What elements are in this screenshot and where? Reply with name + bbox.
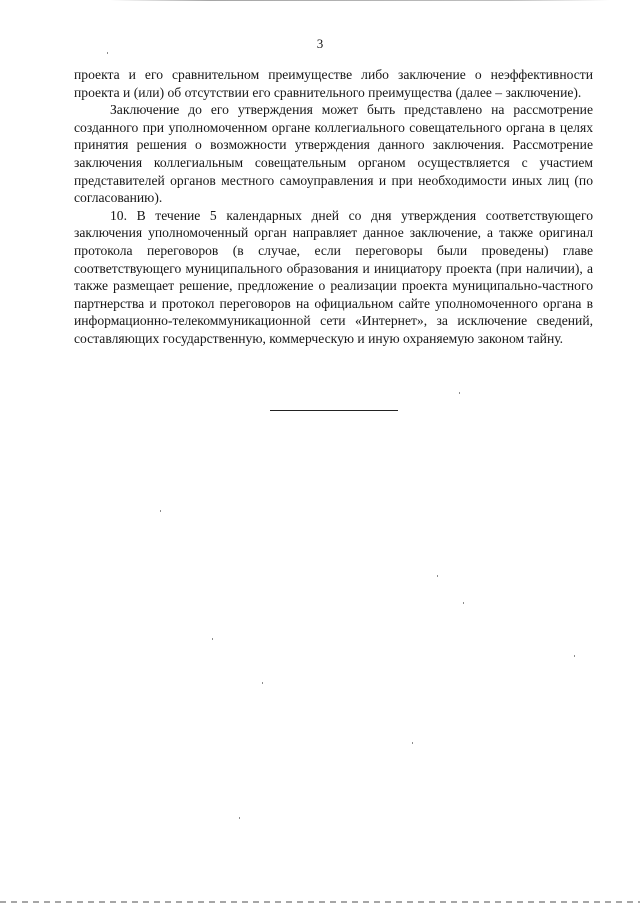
document-body: [74, 66, 593, 348]
scan-speck: [574, 655, 575, 657]
scan-edge-top: [110, 0, 610, 1]
scan-speck: [107, 52, 108, 54]
scan-edge-bottom: [0, 901, 640, 903]
scan-speck: [212, 638, 213, 640]
scan-speck: [160, 510, 161, 512]
scan-speck: [437, 575, 438, 577]
paragraph-conclusion-review: Заключение до его утверждения может быть представлено на рассмотрение созданного при уполномоченном органе коллегиального совещательного органа в целях принятия решения о возможности утверждения данного заключения. Рассмотрение заключения коллегиальным совещательным органом осуществляется с участием представителей органов местного самоуправления и при необходимости иных лиц (по согласованию).: [74, 102, 593, 206]
paragraph-continuation: проекта и его сравнительном преимуществе либо заключение о неэффективности проекта и (или) об отсутствии его сравнительного преимущества (далее – заключение).: [74, 67, 593, 100]
scan-speck: [239, 817, 240, 819]
scan-speck: [463, 602, 464, 604]
paragraph-item-10: 10. В течение 5 календарных дней со дня утверждения соответствующего заключения уполномоченный орган направляет данное заключение, а также оригинал протокола переговоров (в случае, если переговоры были проведены) главе соответствующего муниципального образования и инициатору проекта (при наличии), а также размещает решение, предложение о реализации проекта муниципально-частного партнерства и протокол переговоров на официальном сайте уполномоченного органа в информационно-телекоммуникационной сети «Интернет», за исключение сведений, составляющих государственную, коммерческую и иную охраняемую законом тайну.: [74, 207, 593, 346]
scan-speck: [459, 392, 460, 394]
scan-speck: [412, 742, 413, 744]
end-of-text-rule: [270, 410, 398, 411]
scan-speck: [262, 682, 263, 684]
page-number: 3: [316, 36, 324, 51]
